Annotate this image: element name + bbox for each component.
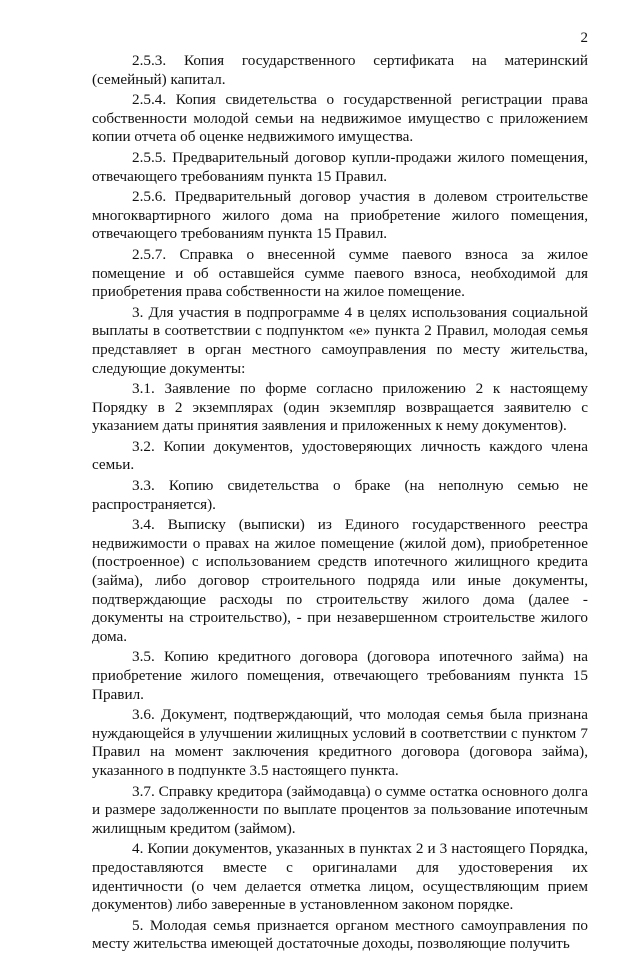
paragraph-3-6: 3.6. Документ, подтверждающий, что молодая семья была признана нуждающейся в улучшении жилищных условий в соответствии с пунктом 7 Правил на момент заключения кредитного договора (договора займа), указанного в подпункте 3.5 настоящего пункта.: [92, 706, 588, 779]
paragraph-2-5-5: 2.5.5. Предварительный договор купли-продажи жилого помещения, отвечающего требованиям пункта 15 Правил.: [92, 148, 588, 185]
paragraph-2-5-7: 2.5.7. Справка о внесенной сумме паевого взноса за жилое помещение и об оставшейся сумме паевого взноса, необходимой для приобретения права собственности на жилое помещение.: [92, 245, 588, 301]
paragraph-2-5-3: 2.5.3. Копия государственного сертификата на материнский (семейный) капитал.: [92, 52, 588, 88]
paragraph-3-7: 3.7. Справку кредитора (займодавца) о сумме остатка основного долга и размере задолженности по выплате процентов за пользование ипотечным жилищным кредитом (займом).: [92, 782, 589, 837]
page-number: 2: [580, 30, 588, 46]
paragraph-3-4: 3.4. Выписку (выписки) из Единого государственного реестра недвижимости о правах на жилое помещение (жилой дом), приобретенное (построенное) с использованием средств ипотечного жилищного кредита (займа), либо договор строительного подряда или иные документы, подтверждающие расходы по строительству жилого дома (далее - документы на строительство), - при незавершенном строительстве жилого дома.: [92, 516, 588, 645]
paragraph-2-5-6: 2.5.6. Предварительный договор участия в долевом строительстве многоквартирного жилого дома на приобретение жилого помещения, отвечающего требованиям пункта 15 Правил.: [92, 188, 588, 243]
document-body: [92, 52, 588, 955]
paragraph-2-5-4: 2.5.4. Копия свидетельства о государственной регистрации права собственности молодой семьи на недвижимое имущество с приложением копии отчета об оценке недвижимого имущества.: [92, 91, 588, 146]
paragraph-3: 3. Для участия в подпрограмме 4 в целях использования социальной выплаты в соответствии с подпунктом «е» пункта 2 Правил, молодая семья представляет в орган местного самоуправления по месту жительства, следующие документы:: [92, 303, 588, 377]
paragraph-5: 5. Молодая семья признается органом местного самоуправления по месту жительства имеющей достаточные доходы, позволяющие получить: [92, 916, 588, 953]
paragraph-3-3: 3.3. Копию свидетельства о браке (на неполную семью не распространяется).: [92, 477, 588, 513]
paragraph-3-1: 3.1. Заявление по форме согласно приложению 2 к настоящему Порядку в 2 экземплярах (один экземпляр возвращается заявителю с указанием даты принятия заявления и приложенных к нему документов).: [92, 380, 588, 435]
paragraph-3-2: 3.2. Копии документов, удостоверяющих личность каждого члена семьи.: [92, 437, 588, 474]
paragraph-3-5: 3.5. Копию кредитного договора (договора ипотечного займа) на приобретение жилого помещения, отвечающего требованиям пункта 15 Правил.: [92, 648, 588, 703]
paragraph-4: 4. Копии документов, указанных в пунктах 2 и 3 настоящего Порядка, предоставляются вместе с оригиналами для удостоверения их идентичности (о чем делается отметка лицом, осуществляющим прием документов) либо заверенные в установленном законом порядке.: [92, 840, 588, 914]
